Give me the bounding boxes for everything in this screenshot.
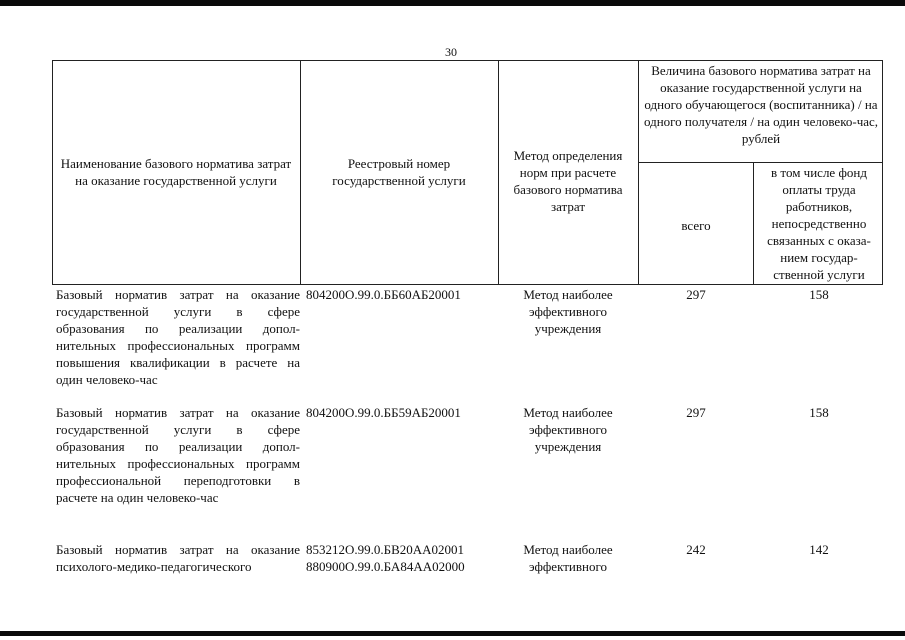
row-method: Метод наиболее эффективного учреждения xyxy=(523,405,613,454)
scan-bottom-border xyxy=(0,631,905,636)
row-payroll: 142 xyxy=(809,542,829,557)
row-payroll: 158 xyxy=(809,405,829,420)
row-method: Метод наиболее эффективного xyxy=(523,542,613,574)
row-registry: 804200О.99.0.ББ59АБ20001 xyxy=(306,405,461,420)
scan-top-border xyxy=(0,0,905,6)
header-name: Наименование базового норматива затрат на оказание государственной услуги xyxy=(60,156,292,188)
col-rule-1 xyxy=(300,60,301,284)
col-rule-4 xyxy=(753,162,754,284)
col-rule-3 xyxy=(638,60,639,284)
page-number: 30 xyxy=(445,45,457,59)
row-payroll: 158 xyxy=(809,287,829,302)
header-bottom-rule xyxy=(52,284,883,285)
header-payroll: в том числе фонд оплаты труда работников, непосредственно связанных с оказа-нием государ-ственной услуги xyxy=(767,165,871,282)
col-rule-5 xyxy=(882,60,883,284)
header-sub-rule xyxy=(638,162,883,163)
table-top-rule xyxy=(52,60,883,61)
row-name: Базовый норматив затрат на оказание государственной услуги в сфере образования по реализации допол-нительных профессиональных программ повышения квалификации в расчете на один человеко-час xyxy=(56,287,300,387)
header-registry: Реестровый номер государственной услуги xyxy=(332,156,466,188)
row-registry: 853212О.99.0.БВ20АА02001 880900О.99.0.БА84АА02000 xyxy=(306,542,465,574)
row-total: 297 xyxy=(686,287,706,302)
col-rule-0 xyxy=(52,60,53,284)
header-total: всего xyxy=(681,218,711,233)
header-method: Метод определения норм при расчете базового норматива затрат xyxy=(513,148,623,214)
row-method: Метод наиболее эффективного учреждения xyxy=(523,287,613,336)
col-rule-2 xyxy=(498,60,499,284)
row-total: 297 xyxy=(686,405,706,420)
row-name: Базовый норматив затрат на оказание психолого-медико-педагогического xyxy=(56,542,300,574)
header-value-group: Величина базового норматива затрат на оказание государственной услуги на одного обучающегося (воспитанника) / на одного получателя / на один человеко-час, рублей xyxy=(643,63,879,146)
row-name: Базовый норматив затрат на оказание государственной услуги в сфере образования по реализации допол-нительных профессиональных программ профессиональной переподготовки в расчете на один человеко-час xyxy=(56,405,300,505)
row-registry: 804200О.99.0.ББ60АБ20001 xyxy=(306,287,461,302)
row-total: 242 xyxy=(686,542,706,557)
